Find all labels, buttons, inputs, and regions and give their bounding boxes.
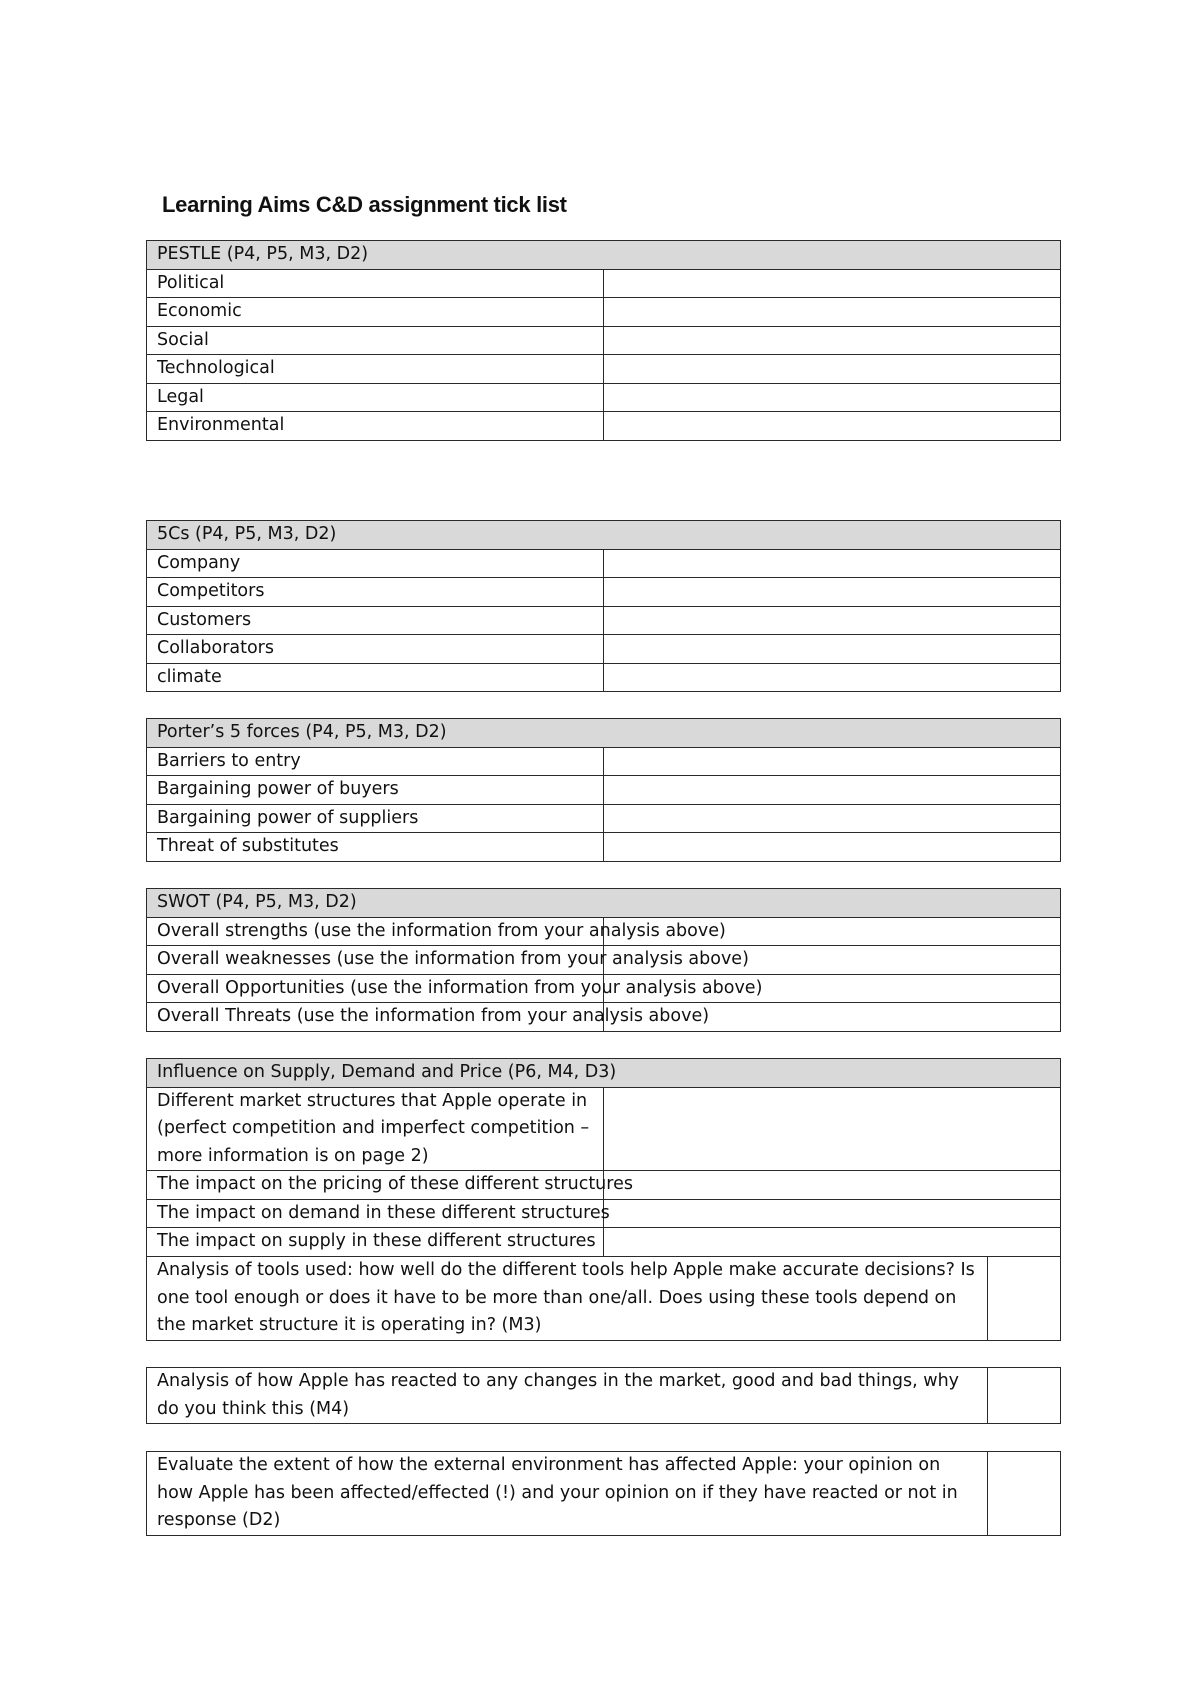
item-label: Social bbox=[147, 326, 604, 355]
tick-box[interactable] bbox=[988, 1257, 1061, 1341]
item-label: Overall Opportunities (use the information from your analysis above) bbox=[147, 974, 604, 1003]
item-label: Bargaining power of buyers bbox=[147, 776, 604, 805]
tick-box[interactable] bbox=[604, 606, 1061, 635]
item-label: The impact on demand in these different structures bbox=[147, 1199, 604, 1228]
item-label: Economic bbox=[147, 298, 604, 327]
tick-box[interactable] bbox=[604, 326, 1061, 355]
table-row bbox=[147, 549, 1061, 578]
item-label: Analysis of how Apple has reacted to any changes in the market, good and bad things, why do you think this (M4) bbox=[147, 1368, 988, 1424]
item-label: Bargaining power of suppliers bbox=[147, 804, 604, 833]
table-row bbox=[147, 974, 1061, 1003]
table-row bbox=[147, 833, 1061, 862]
table-row bbox=[147, 1199, 1061, 1228]
supply-demand-table bbox=[146, 1058, 1061, 1257]
item-label: Evaluate the extent of how the external environment has affected Apple: your opinion on how Apple has been affected/effected (!) and your opinion on if they have reacted or not in response (D2) bbox=[147, 1452, 988, 1536]
item-label: Threat of substitutes bbox=[147, 833, 604, 862]
tick-box[interactable] bbox=[604, 1171, 1061, 1200]
table-row bbox=[147, 1003, 1061, 1032]
tick-box[interactable] bbox=[604, 383, 1061, 412]
table-row bbox=[147, 1368, 1061, 1424]
table-row bbox=[147, 269, 1061, 298]
item-label: Overall strengths (use the information from your analysis above) bbox=[147, 917, 604, 946]
tick-box[interactable] bbox=[604, 1199, 1061, 1228]
table-row bbox=[147, 355, 1061, 384]
tick-box[interactable] bbox=[604, 578, 1061, 607]
item-label: Analysis of tools used: how well do the different tools help Apple make accurate decisions? Is one tool enough or does it have to be more than one/all. Does using these tools depend on the market structure it is operating in? (M3) bbox=[147, 1257, 988, 1341]
table-row bbox=[147, 946, 1061, 975]
table-row bbox=[147, 804, 1061, 833]
supply-demand-header: Influence on Supply, Demand and Price (P6, M4, D3) bbox=[147, 1059, 1061, 1088]
item-label: Competitors bbox=[147, 578, 604, 607]
table-row bbox=[147, 635, 1061, 664]
item-label: The impact on supply in these different structures bbox=[147, 1228, 604, 1257]
five-cs-header: 5Cs (P4, P5, M3, D2) bbox=[147, 521, 1061, 550]
tick-box[interactable] bbox=[604, 1087, 1061, 1171]
item-label: Overall weaknesses (use the information from your analysis above) bbox=[147, 946, 604, 975]
table-row bbox=[147, 298, 1061, 327]
five-cs-table bbox=[146, 520, 1061, 692]
pestle-header: PESTLE (P4, P5, M3, D2) bbox=[147, 241, 1061, 270]
table-row bbox=[147, 383, 1061, 412]
table-row bbox=[147, 606, 1061, 635]
item-label: Company bbox=[147, 549, 604, 578]
item-label: Collaborators bbox=[147, 635, 604, 664]
table-row bbox=[147, 776, 1061, 805]
tick-box[interactable] bbox=[604, 804, 1061, 833]
reaction-analysis-table bbox=[146, 1367, 1061, 1424]
tick-box[interactable] bbox=[604, 833, 1061, 862]
porter-table bbox=[146, 718, 1061, 862]
table-row bbox=[147, 917, 1061, 946]
swot-table bbox=[146, 888, 1061, 1032]
table-row bbox=[147, 1087, 1061, 1171]
item-label: Overall Threats (use the information from your analysis above) bbox=[147, 1003, 604, 1032]
table-row bbox=[147, 326, 1061, 355]
tick-box[interactable] bbox=[604, 747, 1061, 776]
page-title: Learning Aims C&D assignment tick list bbox=[162, 192, 567, 217]
item-label: Barriers to entry bbox=[147, 747, 604, 776]
table-row bbox=[147, 1257, 1061, 1341]
tick-box[interactable] bbox=[604, 635, 1061, 664]
tick-box[interactable] bbox=[604, 298, 1061, 327]
tick-box[interactable] bbox=[988, 1452, 1061, 1536]
tick-box[interactable] bbox=[604, 549, 1061, 578]
item-label: Political bbox=[147, 269, 604, 298]
table-row bbox=[147, 1228, 1061, 1257]
table-row bbox=[147, 412, 1061, 441]
tick-box[interactable] bbox=[604, 412, 1061, 441]
table-row bbox=[147, 663, 1061, 692]
tick-box[interactable] bbox=[604, 776, 1061, 805]
pestle-table bbox=[146, 240, 1061, 441]
tick-box[interactable] bbox=[604, 663, 1061, 692]
swot-header: SWOT (P4, P5, M3, D2) bbox=[147, 889, 1061, 918]
tick-box[interactable] bbox=[988, 1368, 1061, 1424]
table-row bbox=[147, 1171, 1061, 1200]
tools-analysis-table bbox=[146, 1256, 1061, 1341]
item-label: Environmental bbox=[147, 412, 604, 441]
table-row bbox=[147, 578, 1061, 607]
table-row bbox=[147, 747, 1061, 776]
item-label: Legal bbox=[147, 383, 604, 412]
table-row bbox=[147, 1452, 1061, 1536]
item-label: The impact on the pricing of these different structures bbox=[147, 1171, 604, 1200]
tick-box[interactable] bbox=[604, 355, 1061, 384]
item-label: Customers bbox=[147, 606, 604, 635]
porter-header: Porter’s 5 forces (P4, P5, M3, D2) bbox=[147, 719, 1061, 748]
evaluation-table bbox=[146, 1451, 1061, 1536]
item-label: climate bbox=[147, 663, 604, 692]
item-label: Technological bbox=[147, 355, 604, 384]
tick-box[interactable] bbox=[604, 269, 1061, 298]
item-label: Different market structures that Apple operate in (perfect competition and imperfect competition – more information is on page 2) bbox=[147, 1087, 604, 1171]
tick-box[interactable] bbox=[604, 1228, 1061, 1257]
